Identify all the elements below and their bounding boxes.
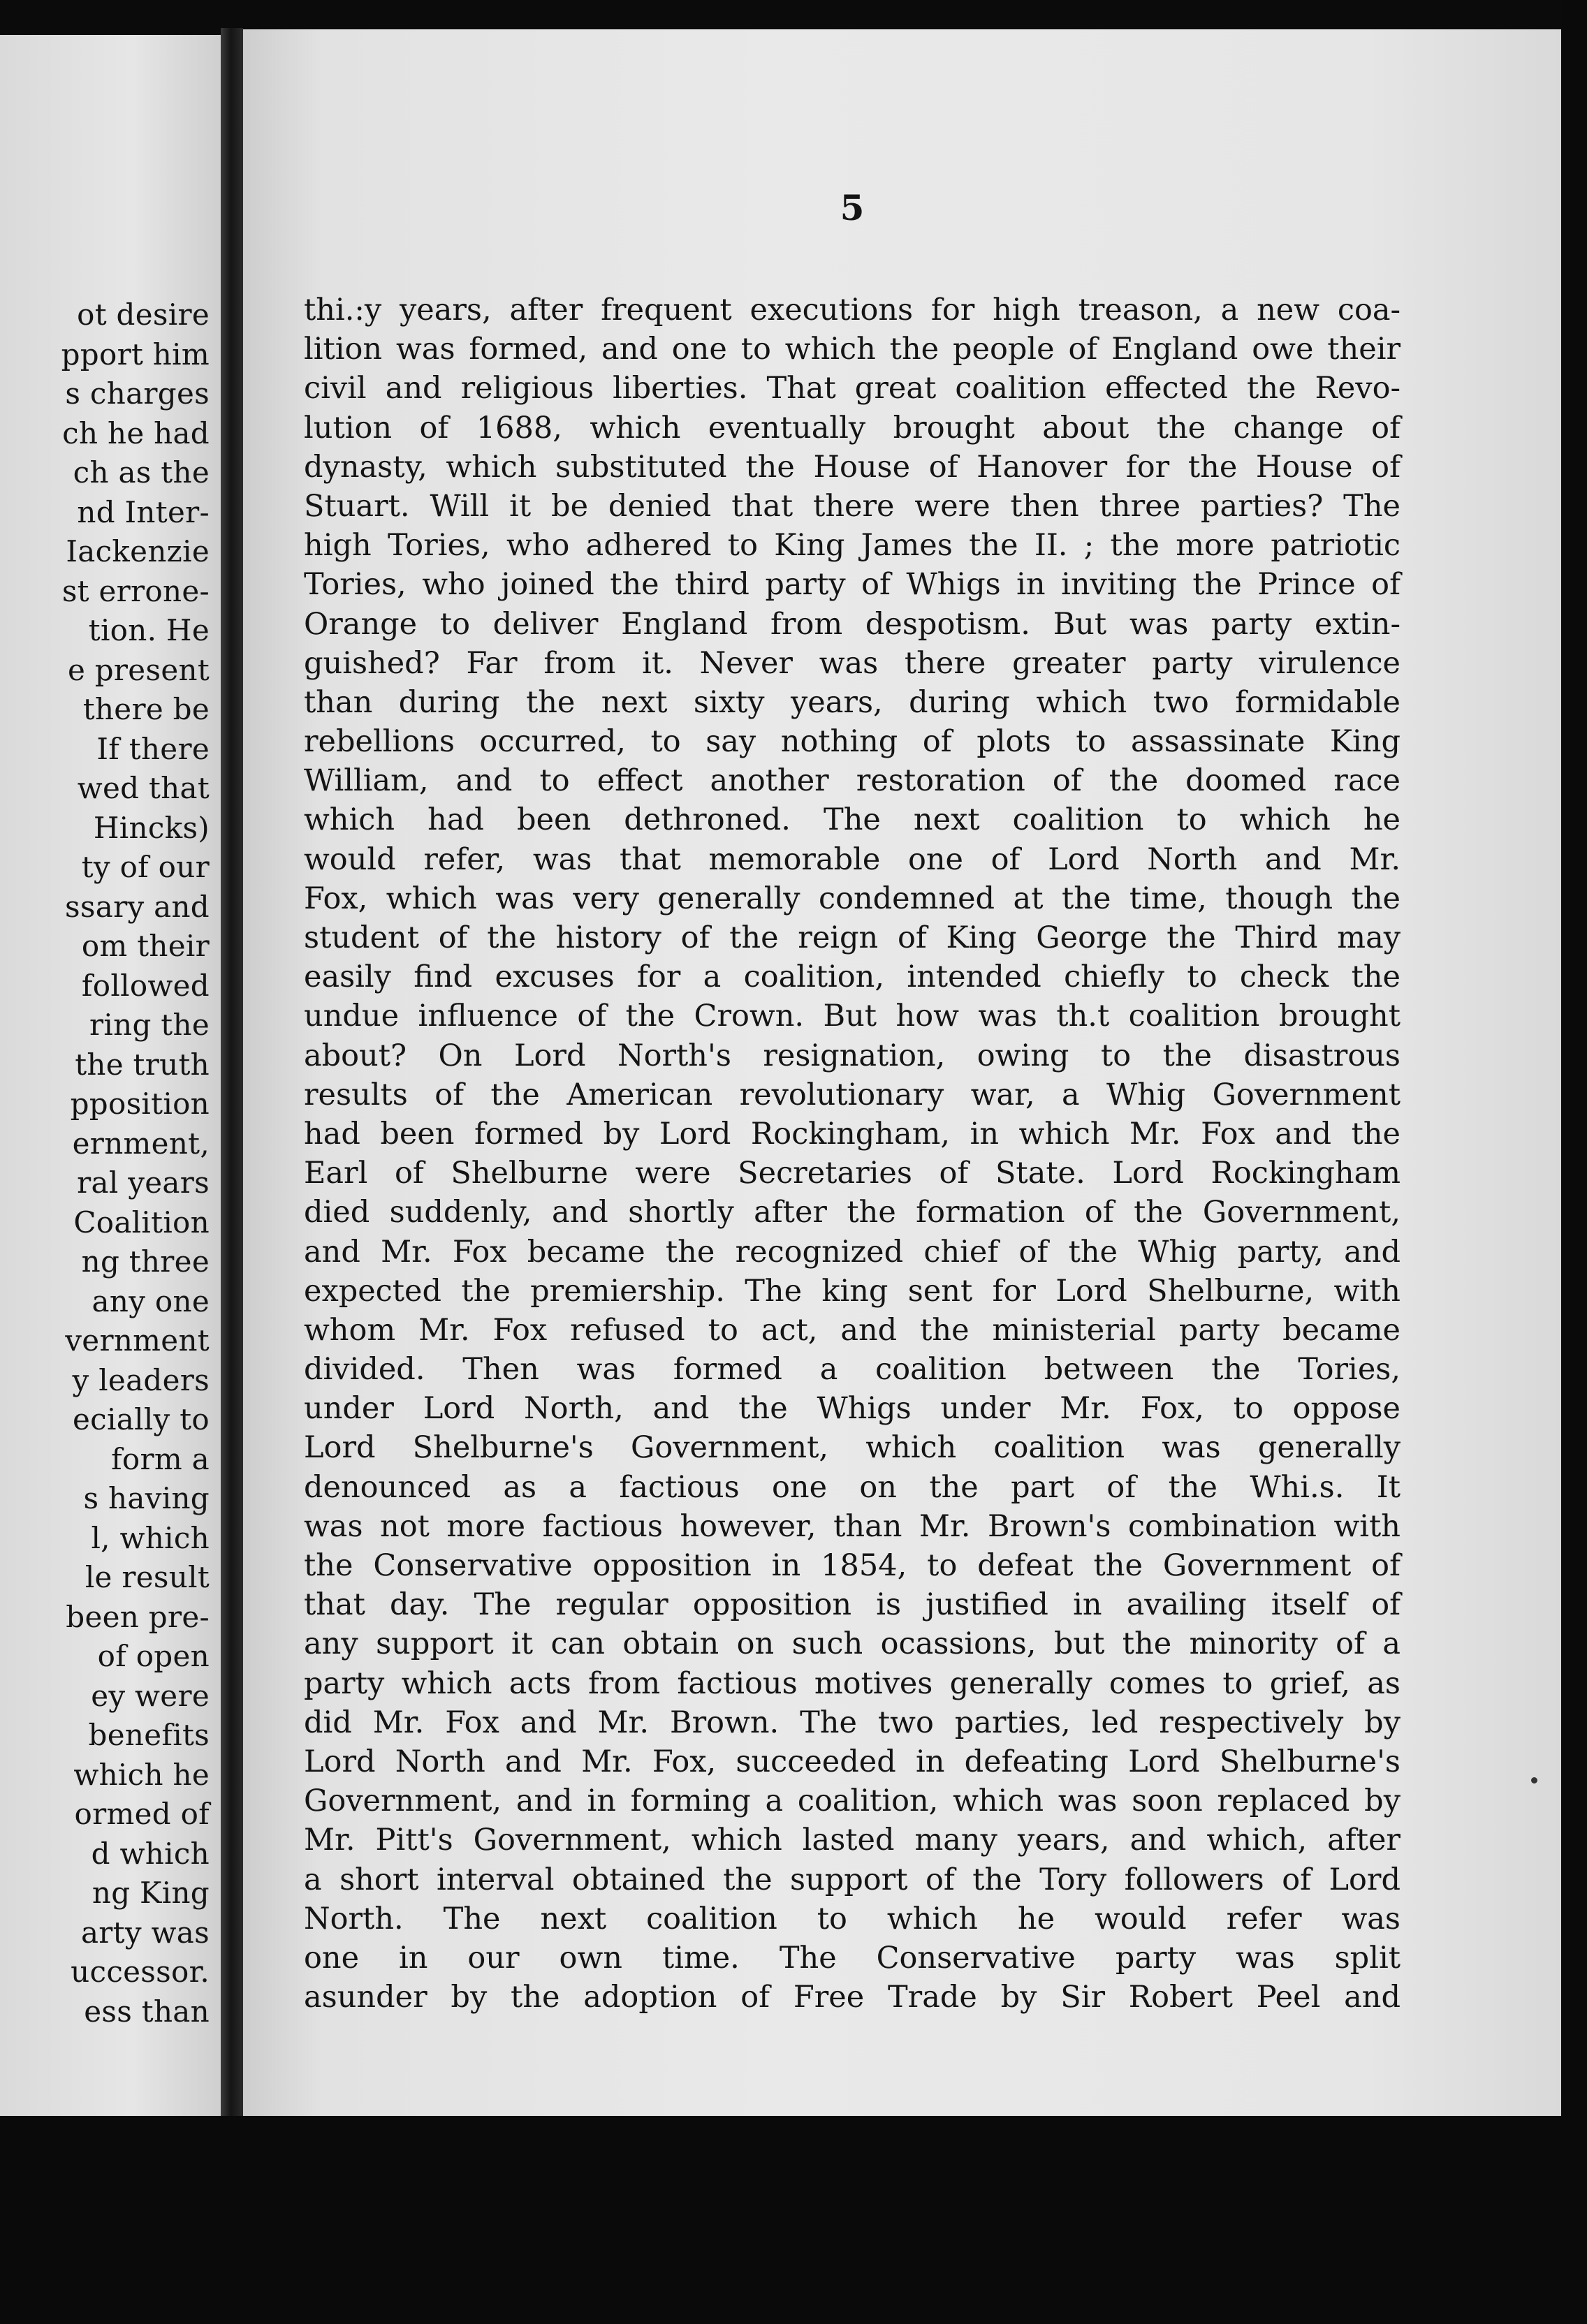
text-line: high Tories, who adhered to King James the II. ; the more patriotic (304, 528, 1400, 564)
facing-page-line: ty of our (81, 850, 210, 884)
text-line: guished? Far from it. Never was there greater party virulence (304, 645, 1400, 681)
facing-page-line: which he (73, 1757, 210, 1792)
facing-page-line: st errone- (61, 573, 210, 608)
book-gutter (221, 28, 243, 2116)
facing-page-line: wed that (77, 771, 210, 805)
facing-page-line: benefits (88, 1718, 210, 1752)
facing-page-line: le result (85, 1560, 210, 1594)
text-line: thi.:y years, after frequent executions for high treason, a new coa- (304, 293, 1400, 328)
text-line: one in our own time. The Conservative party was split (304, 1940, 1400, 1976)
facing-page-line: tion. He (88, 613, 210, 647)
text-line: was not more factious however, than Mr. Brown's combination with (304, 1508, 1400, 1544)
text-line: denounced as a factious one on the part of the Whi.s. It (304, 1469, 1400, 1505)
facing-page-line: ess than (84, 1994, 210, 2029)
text-line: had been formed by Lord Rockingham, in which Mr. Fox and the (304, 1116, 1400, 1152)
text-line: Government, and in forming a coalition, which was soon replaced by (304, 1784, 1400, 1819)
text-line: asunder by the adoption of Free Trade by Sir Robert Peel and (304, 1980, 1400, 2015)
facing-page-line: If there (96, 731, 210, 766)
text-line: any support it can obtain on such ocassions, but the minority of a (304, 1626, 1400, 1662)
text-line: which had been dethroned. The next coalition to which he (304, 802, 1400, 838)
facing-page-line: ssary and (65, 889, 210, 924)
facing-page-line: been pre- (66, 1599, 210, 1634)
text-line: under Lord North, and the Whigs under Mr. Fox, to oppose (304, 1391, 1400, 1427)
text-line: undue influence of the Crown. But how was th.t coalition brought (304, 999, 1400, 1034)
facing-page-line: ng King (92, 1876, 210, 1910)
facing-page-line: uccessor. (71, 1955, 210, 1989)
text-line: about? On Lord North's resignation, owing to the disastrous (304, 1038, 1400, 1073)
text-line: Stuart. Will it be denied that there were then three parties? The (304, 488, 1400, 524)
text-line: expected the premiership. The king sent for Lord Shelburne, with (304, 1273, 1400, 1309)
facing-page-line: ey were (91, 1678, 210, 1713)
facing-page-line: pposition (70, 1087, 210, 1121)
page-number: 5 (840, 187, 865, 228)
facing-page-line: there be (82, 692, 210, 726)
facing-page-line: ot desire (77, 297, 210, 332)
facing-page-line: ecially to (73, 1402, 210, 1436)
facing-page-line: ng three (81, 1244, 210, 1279)
facing-page-line: form a (111, 1441, 210, 1476)
facing-page-line: vernment (65, 1323, 210, 1358)
text-line: the Conservative opposition in 1854, to defeat the Government of (304, 1548, 1400, 1583)
text-line: Mr. Pitt's Government, which lasted many years, and which, after (304, 1823, 1400, 1858)
text-line: Earl of Shelburne were Secretaries of State. Lord Rockingham (304, 1156, 1400, 1191)
facing-page-line: ormed of (74, 1797, 210, 1831)
facing-page-left (0, 35, 221, 2116)
text-line: Fox, which was very generally condemned at the time, though the (304, 881, 1400, 916)
facing-page-line: ch he had (62, 415, 210, 450)
facing-page-line: Hincks) (93, 810, 210, 845)
facing-page-line: of open (97, 1639, 210, 1673)
text-line: that day. The regular opposition is justified in availing itself of (304, 1587, 1400, 1623)
text-line: Orange to deliver England from despotism. But was party extin- (304, 606, 1400, 642)
facing-page-line: nd Inter- (77, 494, 210, 529)
facing-page-line: y leaders (72, 1362, 210, 1397)
facing-page-line: om their (81, 929, 210, 963)
text-line: divided. Then was formed a coalition between the Tories, (304, 1352, 1400, 1388)
text-line: whom Mr. Fox refused to act, and the ministerial party became (304, 1312, 1400, 1348)
facing-page-line: e present (67, 652, 210, 687)
text-line: lition was formed, and one to which the people of England owe their (304, 332, 1400, 367)
text-line: easily find excuses for a coalition, intended chiefly to check the (304, 959, 1400, 995)
scan-border-bottom (0, 2116, 1587, 2324)
facing-page-line: ch as the (73, 455, 210, 490)
text-line: would refer, was that memorable one of Lord North and Mr. (304, 841, 1400, 877)
text-line: rebellions occurred, to say nothing of plots to assassinate King (304, 724, 1400, 760)
facing-page-line: pport him (61, 337, 210, 372)
facing-page-line: the truth (75, 1047, 210, 1082)
text-line: North. The next coalition to which he would refer was (304, 1901, 1400, 1936)
facing-page-text (0, 295, 210, 2031)
facing-page-line: s charges (65, 376, 210, 411)
facing-page-line: any one (92, 1284, 210, 1318)
text-line: student of the history of the reign of King George the Third may (304, 920, 1400, 955)
text-line: Lord Shelburne's Government, which coalition was generally (304, 1430, 1400, 1466)
text-line: party which acts from factious motives generally comes to grief, as (304, 1665, 1400, 1701)
scan-border-right (1561, 0, 1587, 2324)
text-line: Lord North and Mr. Fox, succeeded in defeating Lord Shelburne's (304, 1744, 1400, 1779)
text-line: dynasty, which substituted the House of Hanover for the House of (304, 449, 1400, 485)
text-line: civil and religious liberties. That great coalition effected the Revo- (304, 371, 1400, 406)
facing-page-line: Iackenzie (66, 534, 210, 568)
text-line: a short interval obtained the support of the Tory followers of Lord (304, 1862, 1400, 1897)
text-line: and Mr. Fox became the recognized chief of the Whig party, and (304, 1234, 1400, 1270)
text-line: William, and to effect another restoration of the doomed race (304, 763, 1400, 799)
text-line: died suddenly, and shortly after the formation of the Government, (304, 1195, 1400, 1230)
facing-page-line: ral years (77, 1165, 210, 1200)
facing-page-line: followed (81, 968, 210, 1003)
text-line: Tories, who joined the third party of Whigs in inviting the Prince of (304, 567, 1400, 603)
text-line: did Mr. Fox and Mr. Brown. The two parties, led respectively by (304, 1705, 1400, 1740)
facing-page-line: arty was (80, 1915, 210, 1950)
facing-page-line: l, which (91, 1520, 210, 1555)
facing-page-line: Coalition (73, 1205, 210, 1240)
facing-page-line: d which (91, 1836, 210, 1871)
body-text (304, 290, 1400, 2017)
facing-page-line: s having (83, 1481, 210, 1515)
facing-page-line: ring the (89, 1008, 210, 1042)
scan-speck (1531, 1777, 1537, 1784)
text-line: than during the next sixty years, during which two formidable (304, 684, 1400, 720)
text-line: lution of 1688, which eventually brought about the change of (304, 410, 1400, 446)
facing-page-line: ernment, (72, 1126, 210, 1161)
text-line: results of the American revolutionary war, a Whig Government (304, 1077, 1400, 1112)
